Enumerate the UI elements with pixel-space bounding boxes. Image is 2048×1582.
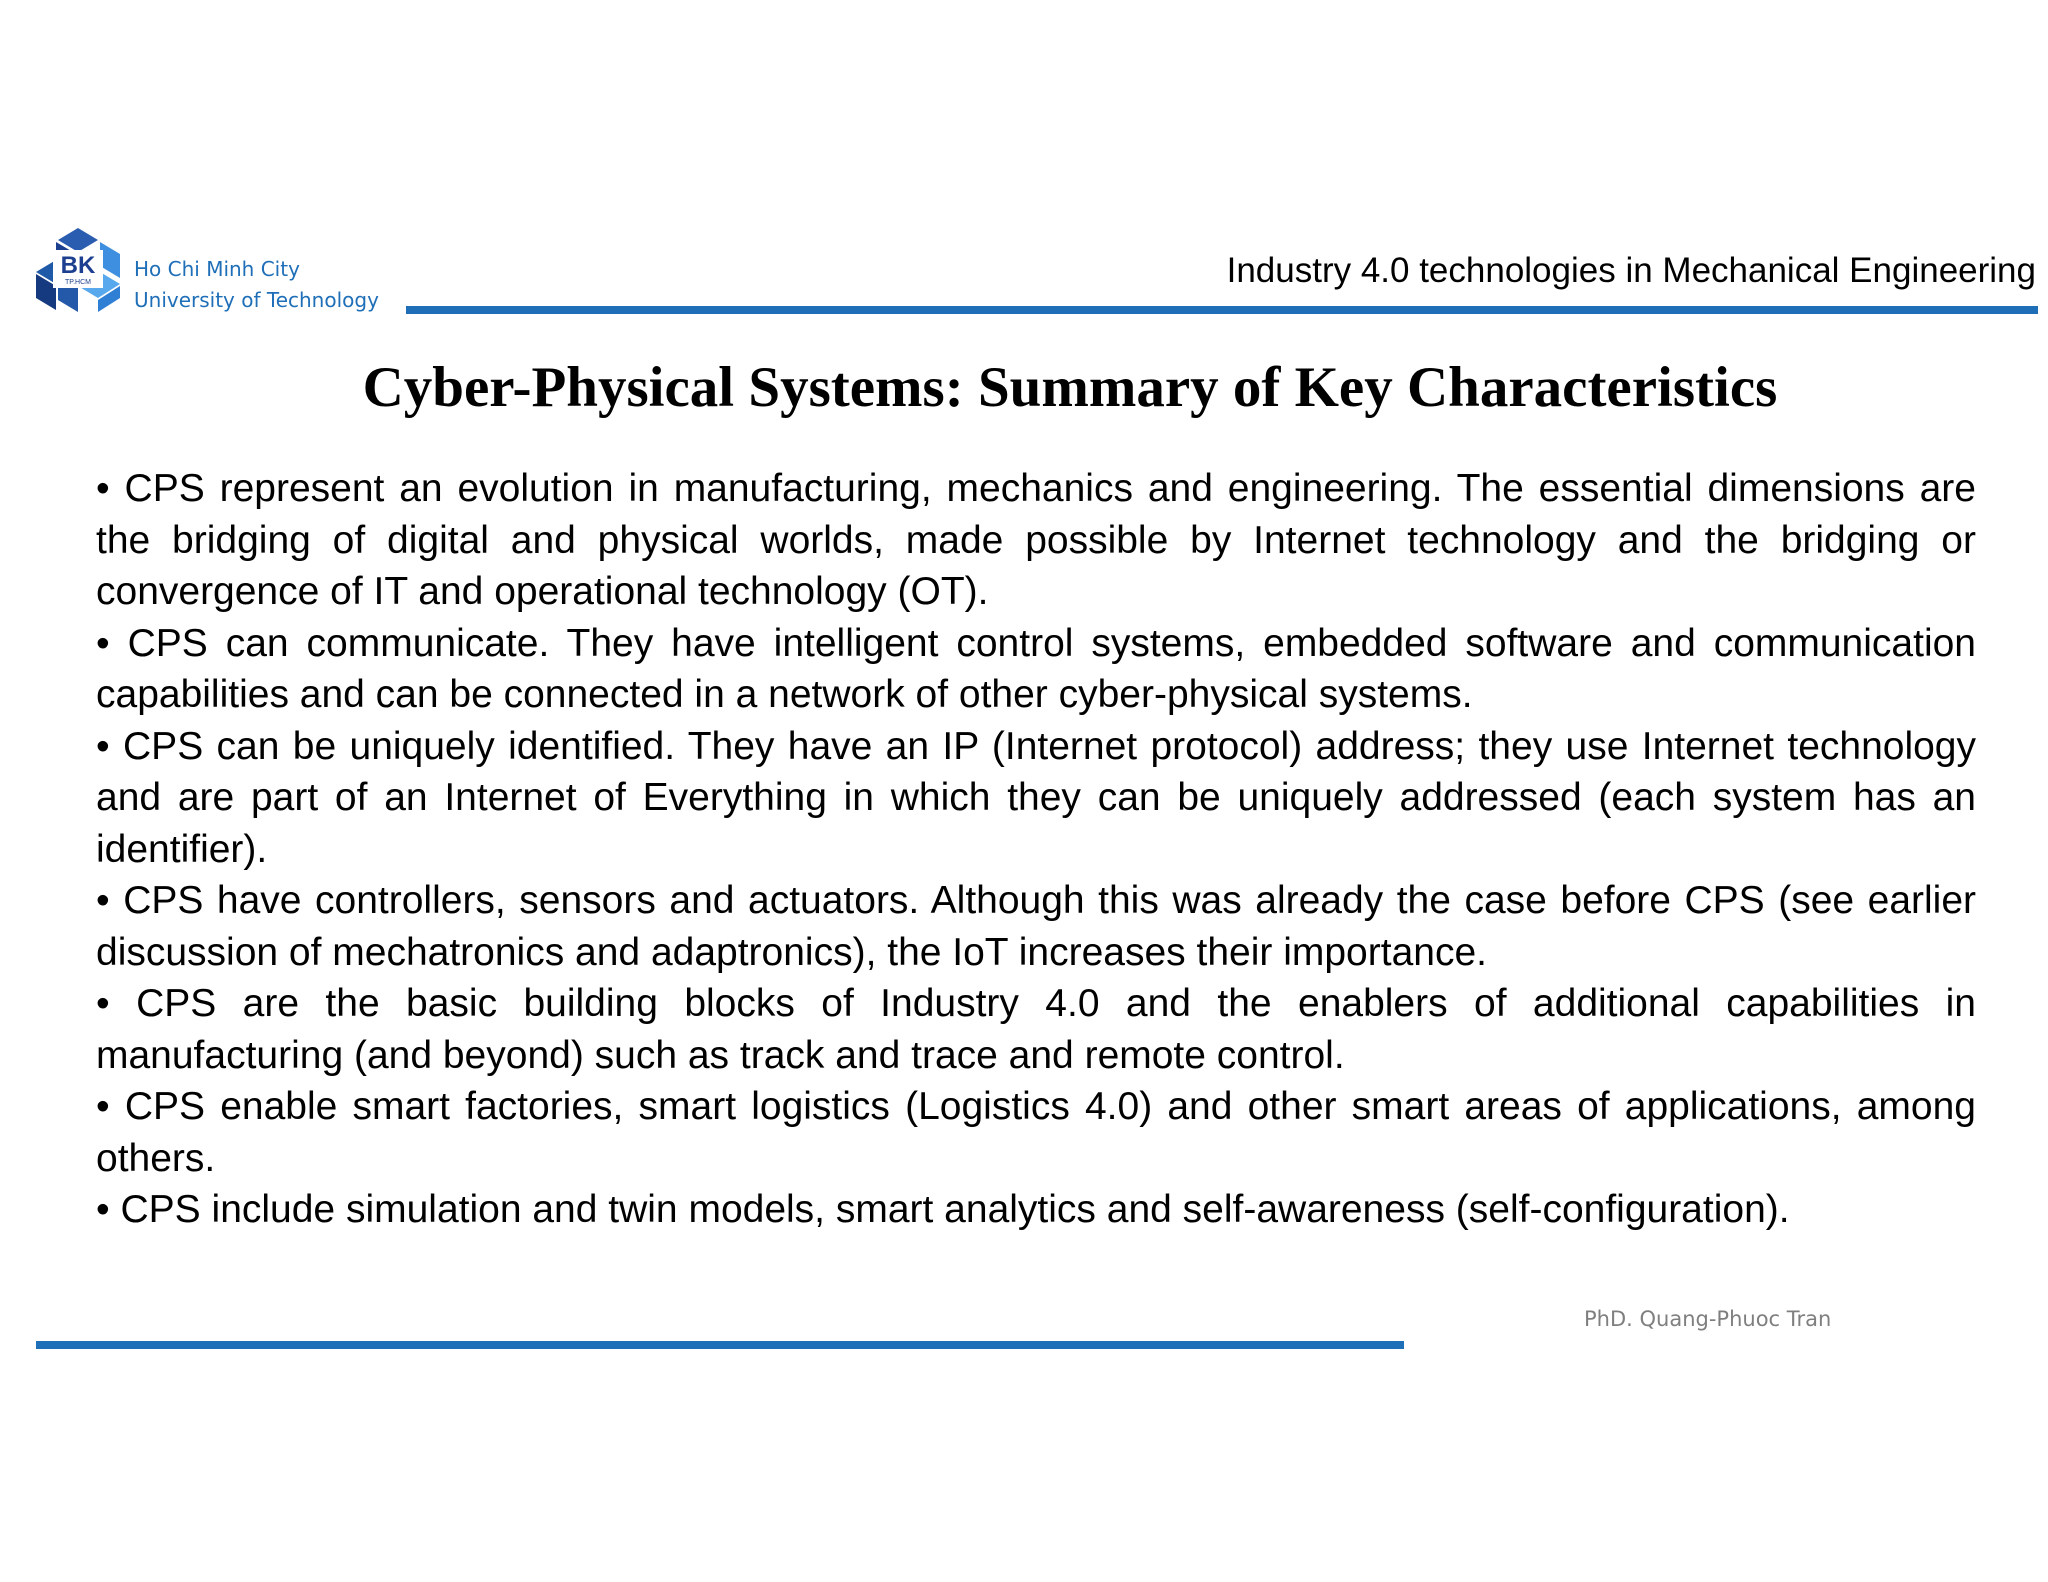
bullet-glyph: • <box>96 879 110 922</box>
bullet-item <box>96 463 1976 618</box>
bullet-list <box>96 463 1976 1236</box>
bullet-item <box>96 618 1976 721</box>
university-name <box>134 254 379 316</box>
university-line-2: University of Technology <box>134 288 379 312</box>
bullet-text: CPS include simulation and twin models, smart analytics and self-awareness (self-configuration). <box>120 1188 1790 1231</box>
author-credit: PhD. Quang-Phuoc Tran <box>1584 1307 1832 1331</box>
logo-text: BK <box>60 252 96 279</box>
logo-subtext: TP.HCM <box>65 279 91 286</box>
header-divider <box>406 306 2038 314</box>
bullet-glyph: • <box>96 724 110 768</box>
bullet-item <box>96 875 1976 978</box>
bullet-glyph: • <box>96 982 110 1025</box>
university-line-1: Ho Chi Minh City <box>134 257 300 281</box>
bullet-glyph: • <box>96 1188 110 1231</box>
footer-divider <box>36 1341 1404 1349</box>
bullet-text: CPS are the basic building blocks of Industry 4.0 and the enablers of additional capabilities in manufacturing (and beyond) such as track and trace and remote control. <box>96 982 1976 1077</box>
bullet-text: CPS represent an evolution in manufacturing, mechanics and engineering. The essential dimensions are the bridging of digital and physical worlds, made possible by Internet technology and the bridging or convergence of IT and operational technology (OT). <box>96 467 1976 613</box>
bullet-text: CPS have controllers, sensors and actuators. Although this was already the case before CPS (see earlier discussion of mechatronics and adaptronics), the IoT increases their importance. <box>96 879 1977 974</box>
bullet-glyph: • <box>96 1085 110 1128</box>
bullet-item <box>96 721 1976 876</box>
bullet-item <box>96 1081 1976 1184</box>
bullet-text: CPS enable smart factories, smart logistics (Logistics 4.0) and other smart areas of applications, among others. <box>96 1085 1976 1180</box>
course-title: Industry 4.0 technologies in Mechanical Engineering <box>1226 251 2036 290</box>
bullet-glyph: • <box>96 621 110 665</box>
bullet-text: CPS can be uniquely identified. They have an IP (Internet protocol) address; they use Internet technology and are part of an Internet of Everything in which they can be uniquely addressed (each system has an identifier). <box>96 724 1976 871</box>
bullet-text: CPS can communicate. They have intelligent control systems, embedded software and communication capabilities and can be connected in a network of other cyber-physical systems. <box>96 621 1976 716</box>
slide-title: Cyber-Physical Systems: Summary of Key Characteristics <box>362 356 1778 419</box>
bullet-item <box>96 978 1976 1081</box>
university-logo <box>36 228 120 312</box>
bullet-item <box>96 1184 1976 1236</box>
bullet-glyph: • <box>96 467 110 510</box>
